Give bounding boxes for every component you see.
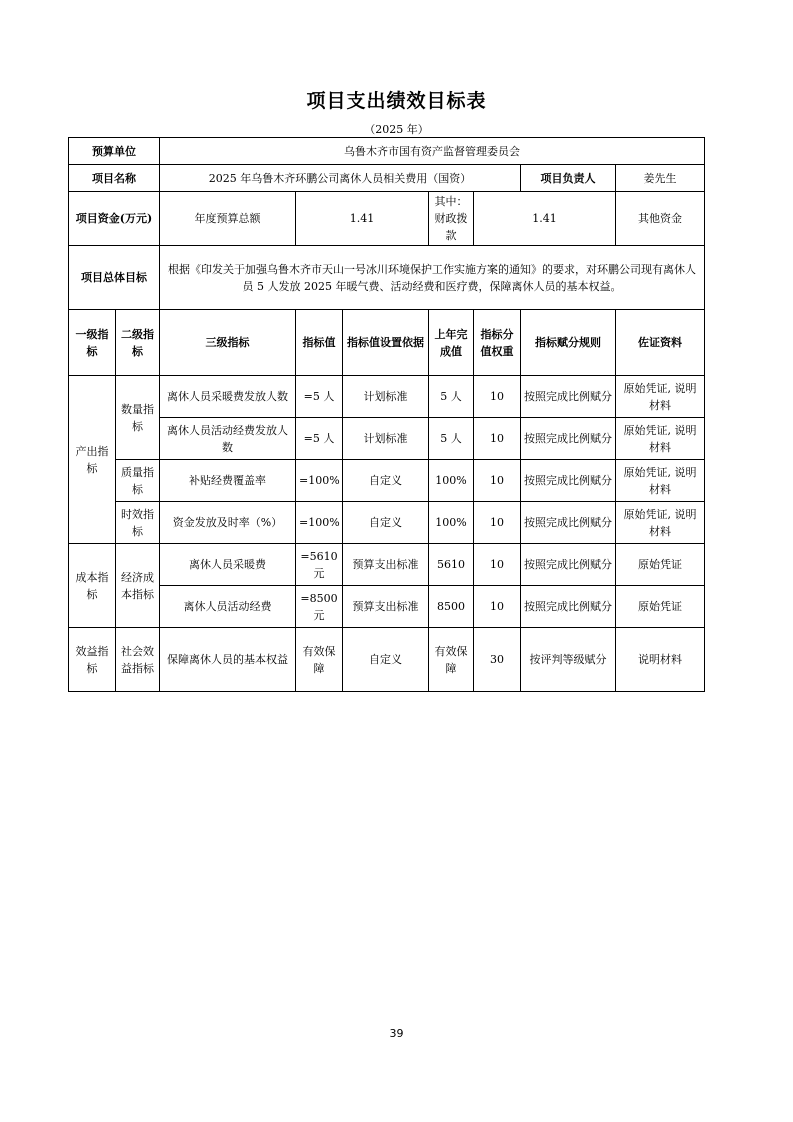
- funds-row: [69, 192, 705, 246]
- indicator-row: [69, 628, 705, 692]
- rule-cell: 按照完成比例赋分: [521, 544, 616, 586]
- level2-cell: 时效指标: [116, 502, 160, 544]
- indicator-row: [69, 376, 705, 418]
- rule-cell: 按照完成比例赋分: [521, 502, 616, 544]
- target-value-cell: =5 人: [296, 418, 343, 460]
- rule-cell: 按评判等级赋分: [521, 628, 616, 692]
- other-funds-label: 其他资金: [616, 192, 705, 246]
- evidence-cell: 原始凭证, 说明材料: [616, 460, 705, 502]
- basis-cell: 计划标准: [343, 376, 429, 418]
- level3-cell: 资金发放及时率（%）: [160, 502, 296, 544]
- header-level3: 三级指标: [160, 310, 296, 376]
- header-last-year: 上年完成值: [429, 310, 474, 376]
- basis-cell: 自定义: [343, 460, 429, 502]
- rule-cell: 按照完成比例赋分: [521, 460, 616, 502]
- evidence-cell: 原始凭证, 说明材料: [616, 376, 705, 418]
- rule-cell: 按照完成比例赋分: [521, 586, 616, 628]
- weight-cell: 10: [474, 418, 521, 460]
- last-year-cell: 5 人: [429, 418, 474, 460]
- basis-cell: 预算支出标准: [343, 544, 429, 586]
- weight-cell: 10: [474, 376, 521, 418]
- target-value-cell: =100%: [296, 460, 343, 502]
- goal-label: 项目总体目标: [69, 246, 160, 310]
- header-weight: 指标分值权重: [474, 310, 521, 376]
- fiscal-funds-value: 1.41: [474, 192, 616, 246]
- level2-cell: 质量指标: [116, 460, 160, 502]
- evidence-cell: 原始凭证, 说明材料: [616, 502, 705, 544]
- header-value: 指标值: [296, 310, 343, 376]
- header-level1: 一级指标: [69, 310, 116, 376]
- fiscal-funds-label: 其中：财政拨款: [429, 192, 474, 246]
- level1-cell: 效益指标: [69, 628, 116, 692]
- evidence-cell: 说明材料: [616, 628, 705, 692]
- project-owner-label: 项目负责人: [521, 165, 616, 192]
- last-year-cell: 5610: [429, 544, 474, 586]
- level2-cell: 社会效益指标: [116, 628, 160, 692]
- last-year-cell: 100%: [429, 460, 474, 502]
- indicator-row: [69, 418, 705, 460]
- header-level2: 二级指标: [116, 310, 160, 376]
- indicator-row: [69, 586, 705, 628]
- last-year-cell: 100%: [429, 502, 474, 544]
- level3-cell: 离休人员活动经费发放人数: [160, 418, 296, 460]
- level3-cell: 离休人员采暖费: [160, 544, 296, 586]
- annual-budget-value: 1.41: [296, 192, 429, 246]
- level2-cell: 数量指标: [116, 376, 160, 460]
- project-owner-value: 姜先生: [616, 165, 705, 192]
- goal-text: 根据《印发关于加强乌鲁木齐市天山一号冰川环境保护工作实施方案的通知》的要求，对环鹏公司现有离休人员 5 人发放 2025 年暖气费、活动经费和医疗费，保障离休人员的基本权益。: [160, 246, 705, 310]
- budget-unit-label: 预算单位: [69, 138, 160, 165]
- indicator-row: [69, 502, 705, 544]
- target-value-cell: 有效保障: [296, 628, 343, 692]
- weight-cell: 10: [474, 586, 521, 628]
- evidence-cell: 原始凭证: [616, 544, 705, 586]
- last-year-cell: 8500: [429, 586, 474, 628]
- target-value-cell: =100%: [296, 502, 343, 544]
- project-name-label: 项目名称: [69, 165, 160, 192]
- budget-unit-value: 乌鲁木齐市国有资产监督管理委员会: [160, 138, 705, 165]
- rule-cell: 按照完成比例赋分: [521, 376, 616, 418]
- level3-cell: 离休人员采暖费发放人数: [160, 376, 296, 418]
- basis-cell: 自定义: [343, 628, 429, 692]
- last-year-cell: 5 人: [429, 376, 474, 418]
- budget-unit-row: [69, 138, 705, 165]
- evidence-cell: 原始凭证: [616, 586, 705, 628]
- indicator-row: [69, 460, 705, 502]
- evidence-cell: 原始凭证, 说明材料: [616, 418, 705, 460]
- page-number: 39: [389, 1027, 404, 1040]
- level3-cell: 保障离休人员的基本权益: [160, 628, 296, 692]
- weight-cell: 10: [474, 544, 521, 586]
- header-basis: 指标值设置依据: [343, 310, 429, 376]
- level3-cell: 补贴经费覆盖率: [160, 460, 296, 502]
- weight-cell: 10: [474, 460, 521, 502]
- basis-cell: 自定义: [343, 502, 429, 544]
- indicator-row: [69, 544, 705, 586]
- last-year-cell: 有效保障: [429, 628, 474, 692]
- level2-cell: 经济成本指标: [116, 544, 160, 628]
- level1-cell: 成本指标: [69, 544, 116, 628]
- level1-cell: 产出指标: [69, 376, 116, 544]
- performance-table: [68, 137, 705, 692]
- year-label: （2025 年）: [364, 123, 429, 136]
- basis-cell: 计划标准: [343, 418, 429, 460]
- funds-label: 项目资金(万元): [69, 192, 160, 246]
- level3-cell: 离休人员活动经费: [160, 586, 296, 628]
- annual-budget-label: 年度预算总额: [160, 192, 296, 246]
- basis-cell: 预算支出标准: [343, 586, 429, 628]
- target-value-cell: =5 人: [296, 376, 343, 418]
- header-row: [69, 310, 705, 376]
- weight-cell: 10: [474, 502, 521, 544]
- target-value-cell: =5610元: [296, 544, 343, 586]
- weight-cell: 30: [474, 628, 521, 692]
- rule-cell: 按照完成比例赋分: [521, 418, 616, 460]
- goal-row: [69, 246, 705, 310]
- header-rule: 指标赋分规则: [521, 310, 616, 376]
- target-value-cell: =8500元: [296, 586, 343, 628]
- project-name-row: [69, 165, 705, 192]
- project-name-value: 2025 年乌鲁木齐环鹏公司离休人员相关费用（国资）: [160, 165, 521, 192]
- page-title: 项目支出绩效目标表: [306, 90, 487, 112]
- header-evidence: 佐证资料: [616, 310, 705, 376]
